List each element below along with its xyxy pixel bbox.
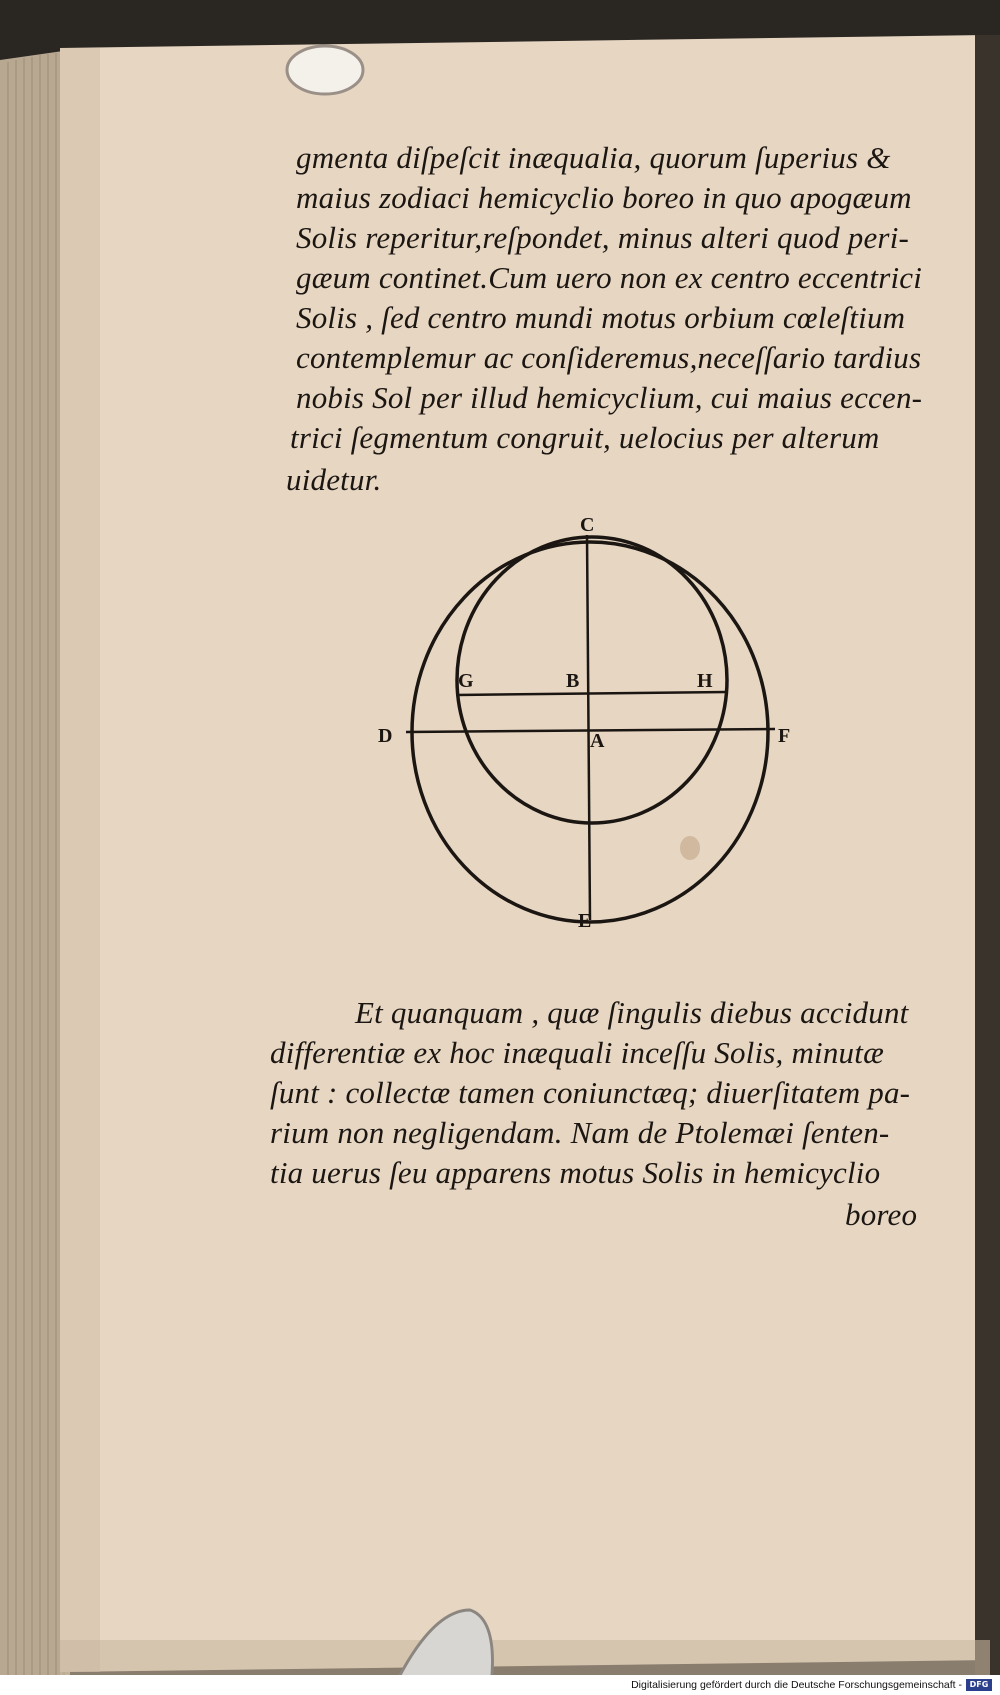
label-a: A <box>590 730 605 752</box>
label-b: B <box>566 670 580 692</box>
footer-credit: Digitalisierung gefördert durch die Deutsche Forschungsgemeinschaft - <box>631 1679 962 1691</box>
label-h: H <box>697 670 713 692</box>
label-f: F <box>778 725 791 747</box>
text-line: nobis Sol per illud hemicyclium, cui maius eccen- <box>296 380 923 415</box>
text-line: uidetur. <box>286 462 382 497</box>
text-line: differentiæ ex hoc inæquali inceſſu Solis, minutæ <box>270 1035 884 1070</box>
label-g: G <box>458 670 474 692</box>
eccentric-circle-diagram <box>370 515 790 935</box>
text-line: Et quanquam , quæ ſingulis diebus accidunt <box>355 995 909 1030</box>
catchword: boreo <box>845 1197 918 1232</box>
label-e: E <box>578 910 592 932</box>
line-ce <box>587 535 590 920</box>
text-line: Solis , ſed centro mundi motus orbium cœleſtium <box>296 300 906 335</box>
text-line: gæum continet.Cum uero non ex centro eccentrici <box>296 260 923 295</box>
dfg-logo-icon: DFG <box>966 1679 992 1691</box>
text-line: tia uerus ſeu apparens motus Solis in hemicyclio <box>270 1155 881 1190</box>
line-gh <box>456 692 728 695</box>
label-d: D <box>378 725 393 747</box>
text-line: maius zodiaci hemicyclio boreo in quo apogæum <box>296 180 912 215</box>
text-line: Solis reperitur,reſpondet, minus alteri quod peri- <box>296 220 910 255</box>
inner-circle <box>457 537 727 823</box>
text-line: trici ſegmentum congruit, uelocius per alterum <box>290 420 880 455</box>
text-line: ſunt : collectæ tamen coniunctæq; diuerſitatem pa- <box>270 1075 911 1110</box>
text-line: contemplemur ac conſideremus,neceſſario tardius <box>296 340 922 375</box>
text-line: rium non negligendam. Nam de Ptolemæi ſenten- <box>270 1115 890 1150</box>
label-c: C <box>580 514 595 536</box>
footer-bar <box>0 1675 1000 1695</box>
text-line: gmenta diſpeſcit inæqualia, quorum ſuperius & <box>296 140 891 175</box>
